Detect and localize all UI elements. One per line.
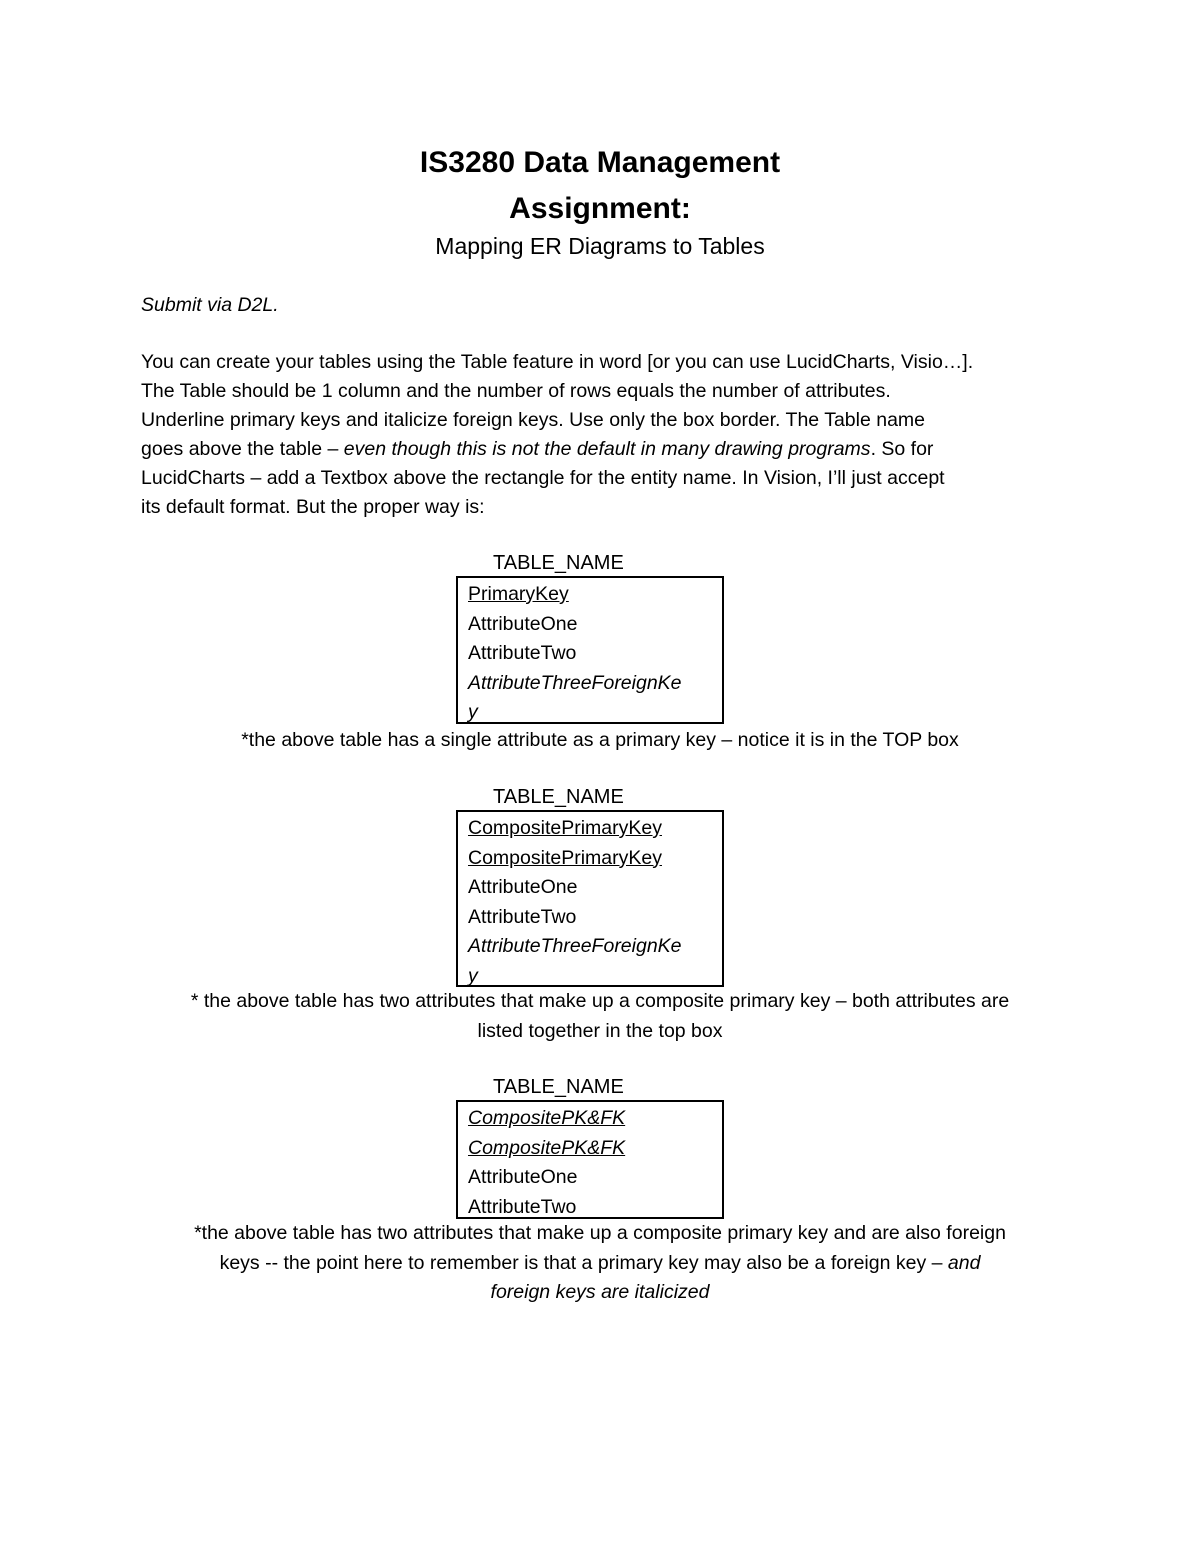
note-text: keys -- the point here to remember is that a primary key may also be a foreign key – bbox=[219, 1251, 948, 1274]
primary-key-row: PrimaryKey bbox=[468, 583, 569, 605]
example3-note bbox=[100, 1219, 1100, 1308]
attribute-row: AttributeOne bbox=[468, 876, 578, 898]
attribute-row: AttributeTwo bbox=[468, 905, 577, 928]
example2-note bbox=[100, 987, 1100, 1046]
note-emphasis: and bbox=[947, 1251, 981, 1274]
foreign-key-row: AttributeThreeForeignKe bbox=[468, 671, 682, 694]
note-line: listed together in the top box bbox=[477, 1019, 723, 1042]
note-line bbox=[100, 1249, 1100, 1279]
composite-key-row: CompositePrimaryKey bbox=[468, 846, 662, 869]
foreign-key-row-wrap: y bbox=[468, 964, 478, 987]
composite-pk-fk-row: CompositePK&FK bbox=[468, 1136, 626, 1159]
instructions-line: You can create your tables using the Table feature in word [or you can use LucidCharts, Visio…]. bbox=[141, 351, 974, 373]
note-line: *the above table has two attributes that make up a composite primary key and are also foreign bbox=[194, 1222, 1006, 1244]
document-title-assignment: Assignment: bbox=[509, 192, 691, 225]
submit-note: Submit via D2L. bbox=[141, 294, 279, 316]
example3-table-box bbox=[456, 1100, 724, 1219]
instructions-line: Underline primary keys and italicize foreign keys. Use only the box border. The Table name bbox=[141, 409, 926, 431]
example3-table-name: TABLE_NAME bbox=[493, 1076, 624, 1098]
attribute-row: AttributeOne bbox=[468, 1166, 578, 1188]
note-line: * the above table has two attributes that make up a composite primary key – both attributes are bbox=[190, 990, 1010, 1012]
instructions-paragraph bbox=[141, 348, 1061, 522]
attribute-row: AttributeTwo bbox=[468, 1195, 577, 1218]
example1-table-box bbox=[456, 576, 724, 724]
instructions-line bbox=[141, 435, 1061, 464]
attribute-row: AttributeOne bbox=[468, 612, 578, 635]
foreign-key-row-wrap: y bbox=[468, 701, 478, 723]
instructions-emphasis: even though this is not the default in many drawing programs bbox=[343, 438, 871, 460]
document-title: IS3280 Data Management bbox=[419, 146, 781, 179]
document-subtitle: Mapping ER Diagrams to Tables bbox=[435, 233, 765, 259]
instructions-line: LucidCharts – add a Textbox above the rectangle for the entity name. In Vision, I’ll just accept bbox=[141, 467, 945, 489]
instructions-text: . So for bbox=[870, 438, 934, 460]
attribute-row: AttributeTwo bbox=[468, 642, 577, 664]
foreign-key-row: AttributeThreeForeignKe bbox=[468, 935, 682, 957]
example1-note: *the above table has a single attribute as a primary key – notice it is in the TOP box bbox=[241, 729, 959, 751]
composite-key-row: CompositePrimaryKey bbox=[468, 817, 662, 839]
example2-table-box bbox=[456, 810, 724, 987]
instructions-line: The Table should be 1 column and the number of rows equals the number of attributes. bbox=[141, 380, 891, 402]
instructions-text: goes above the table – bbox=[141, 438, 344, 460]
example1-table-name: TABLE_NAME bbox=[493, 552, 624, 574]
instructions-line: its default format. But the proper way is: bbox=[141, 496, 485, 518]
composite-pk-fk-row: CompositePK&FK bbox=[468, 1107, 626, 1129]
note-line: foreign keys are italicized bbox=[490, 1281, 710, 1303]
example2-table-name: TABLE_NAME bbox=[493, 786, 624, 808]
